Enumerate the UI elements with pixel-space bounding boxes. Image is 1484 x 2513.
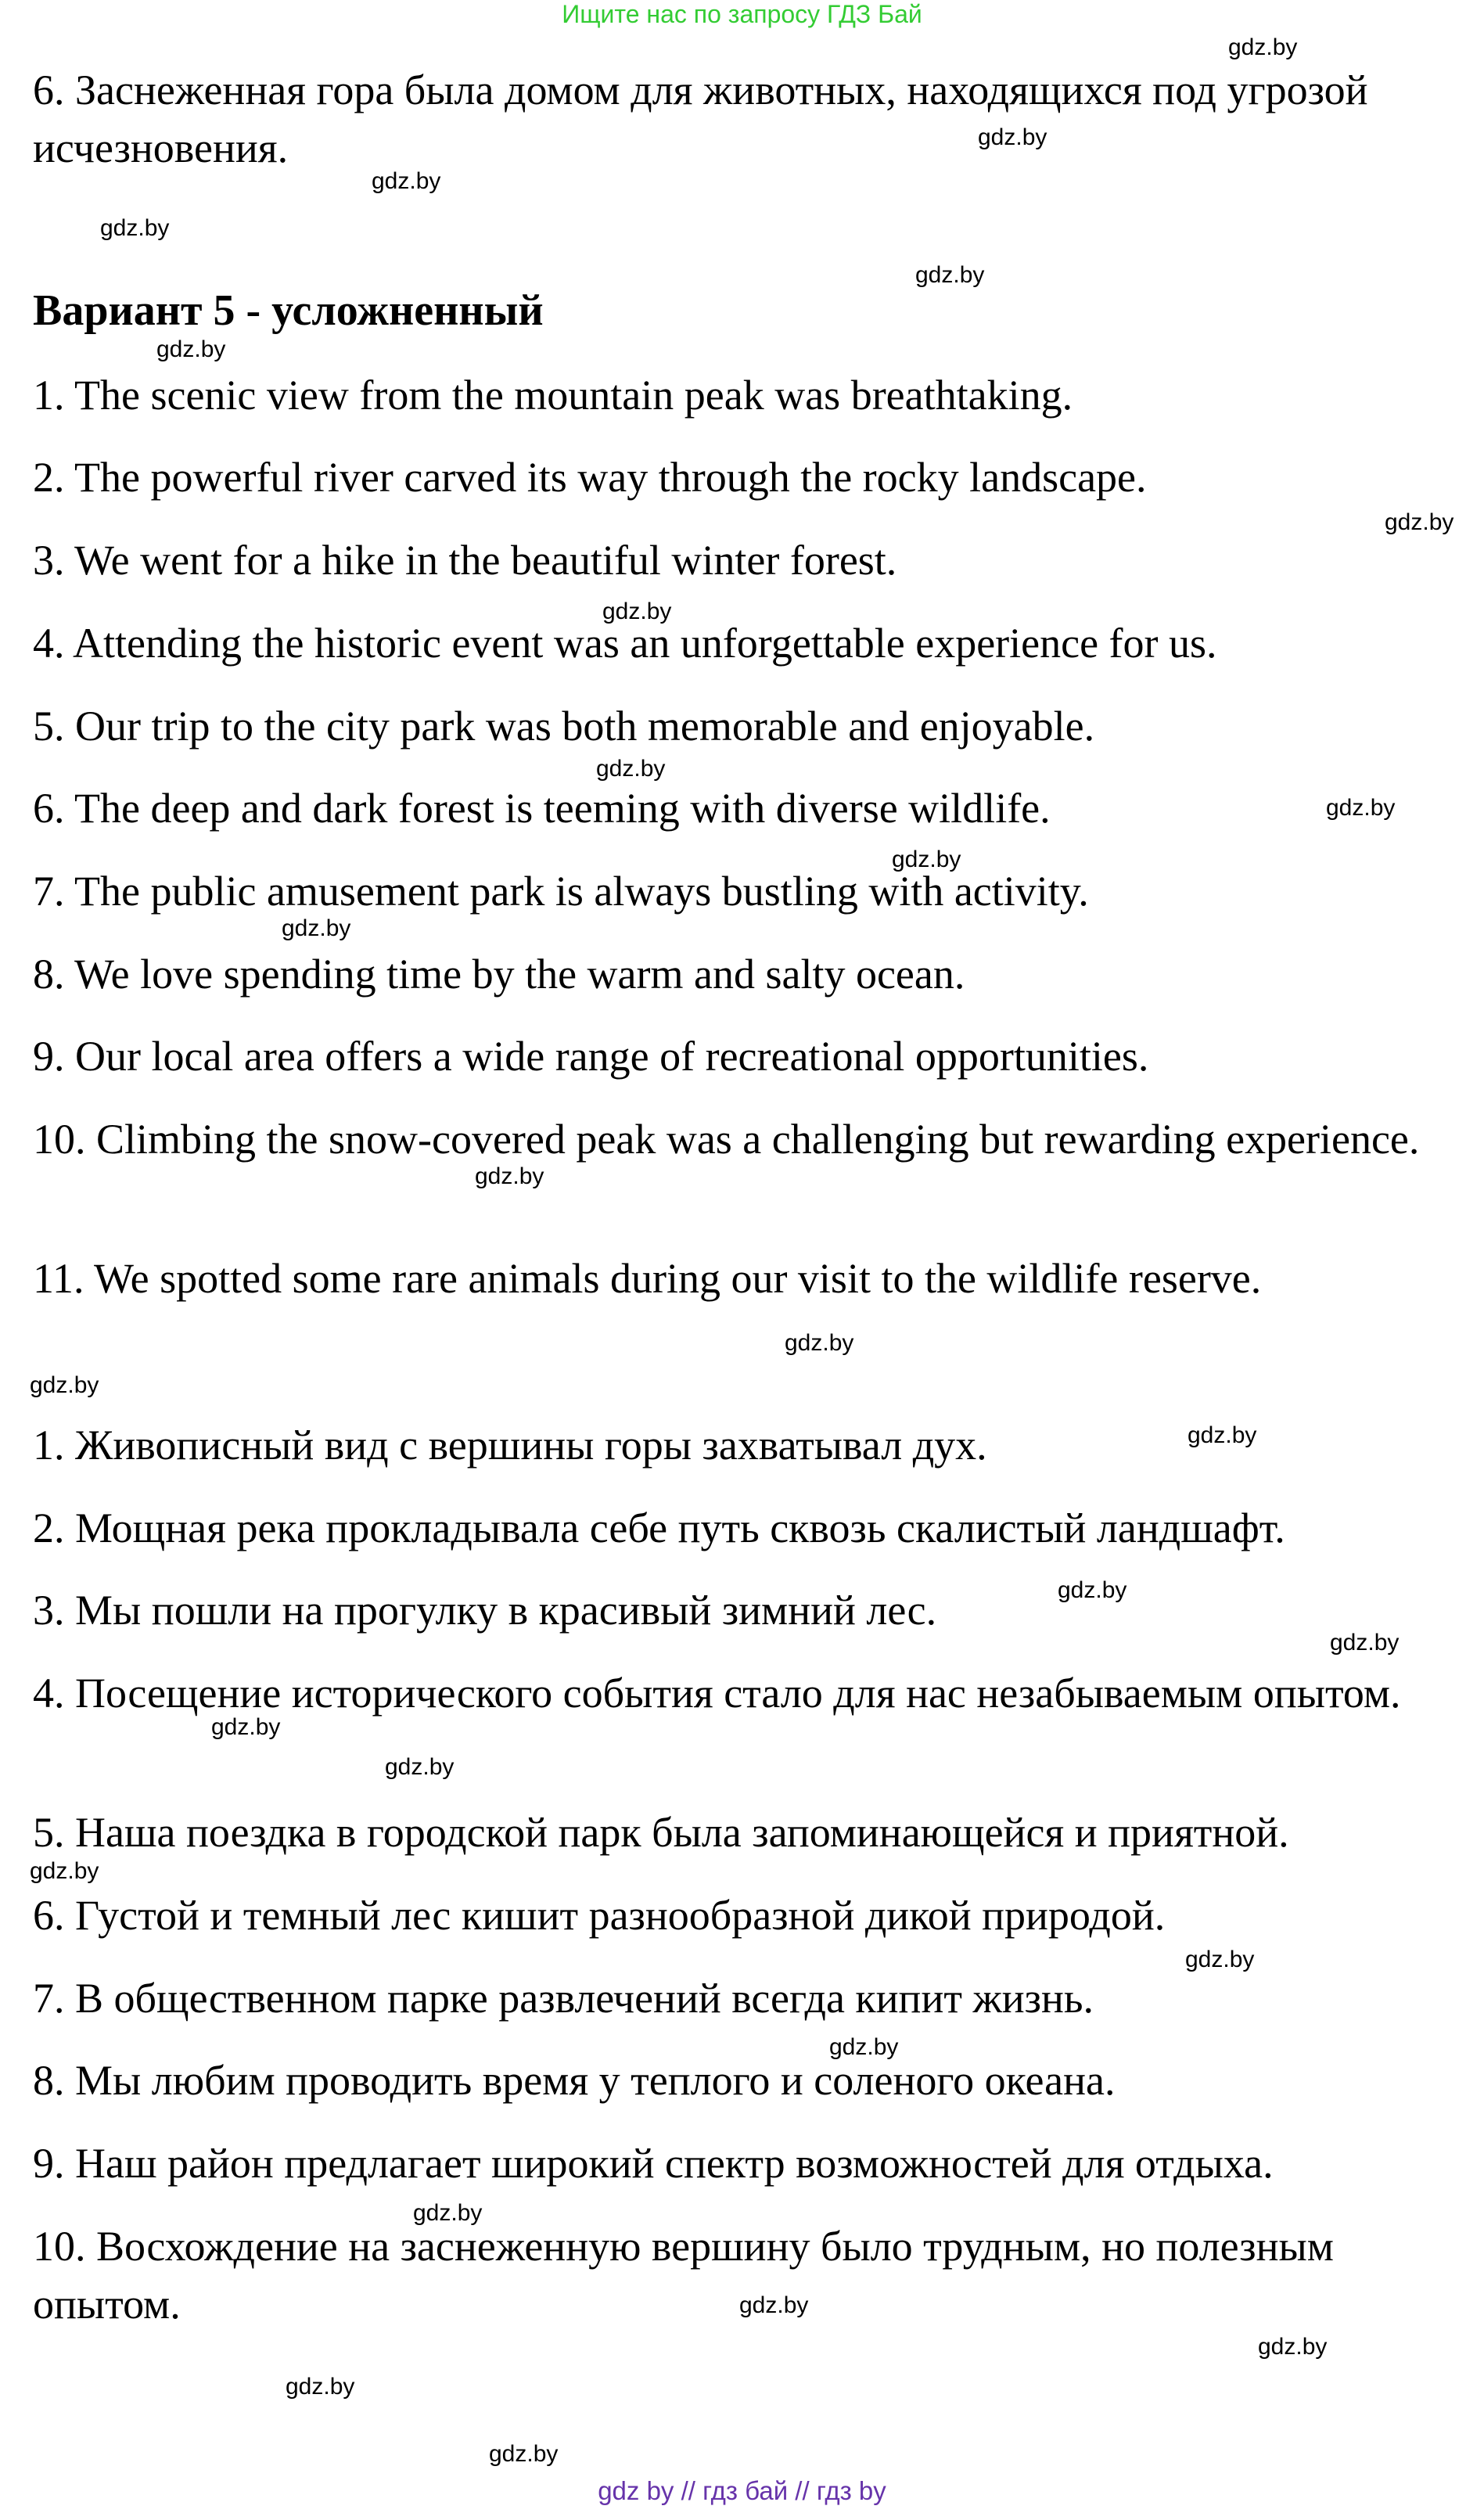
- english-sentence-6: 6. The deep and dark forest is teeming with diverse wildlife.: [33, 785, 1051, 832]
- russian-sentence-1: 1. Живописный вид с вершины горы захватывал дух.: [33, 1422, 987, 1469]
- top-banner[interactable]: Ищите нас по запросу ГДЗ Бай: [562, 0, 922, 28]
- watermark: gdz.by: [286, 2374, 355, 2400]
- watermark: gdz.by: [1326, 795, 1396, 821]
- russian-sentence-10: 10. Восхождение на заснеженную вершину было трудным, но полезным опытом.: [33, 2223, 1334, 2328]
- russian-sentence-5: 5. Наша поездка в городской парк была запоминающейся и приятной.: [33, 1809, 1289, 1856]
- intro-item-6: 6. Заснеженная гора была домом для животных, находящихся под угрозой исчезновения.: [33, 67, 1368, 171]
- watermark: gdz.by: [1058, 1577, 1127, 1603]
- english-sentence-11: 11. We spotted some rare animals during our visit to the wildlife reserve.: [33, 1255, 1262, 1302]
- english-sentence-5: 5. Our trip to the city park was both memorable and enjoyable.: [33, 703, 1095, 750]
- watermark: gdz.by: [739, 2292, 809, 2318]
- russian-sentence-8: 8. Мы любим проводить время у теплого и соленого океана.: [33, 2057, 1116, 2104]
- watermark: gdz.by: [30, 1858, 99, 1884]
- watermark: gdz.by: [915, 262, 985, 288]
- russian-sentence-2: 2. Мощная река прокладывала себе путь сквозь скалистый ландшафт.: [33, 1505, 1285, 1551]
- russian-sentence-3: 3. Мы пошли на прогулку в красивый зимний лес.: [33, 1587, 937, 1634]
- variant-5-title: Вариант 5 - усложненный: [33, 286, 544, 335]
- watermark: gdz.by: [596, 756, 666, 782]
- english-sentence-4: 4. Attending the historic event was an unforgettable experience for us.: [33, 620, 1217, 667]
- watermark: gdz.by: [489, 2441, 559, 2467]
- russian-sentence-6: 6. Густой и темный лес кишит разнообразной дикой природой.: [33, 1892, 1166, 1939]
- watermark: gdz.by: [100, 215, 170, 241]
- english-sentence-8: 8. We love spending time by the warm and salty ocean.: [33, 951, 965, 998]
- watermark: gdz.by: [602, 599, 672, 624]
- watermark: gdz.by: [978, 124, 1047, 150]
- english-sentence-7: 7. The public amusement park is always bustling with activity.: [33, 868, 1089, 915]
- english-sentence-3: 3. We went for a hike in the beautiful winter forest.: [33, 537, 897, 584]
- english-sentence-10: 10. Climbing the snow-covered peak was a challenging but rewarding experience.: [33, 1116, 1420, 1163]
- english-sentence-9: 9. Our local area offers a wide range of recreational opportunities.: [33, 1033, 1149, 1080]
- watermark: gdz.by: [1385, 509, 1454, 535]
- watermark: gdz.by: [413, 2200, 483, 2226]
- russian-sentence-7: 7. В общественном парке развлечений всегда кипит жизнь.: [33, 1975, 1094, 2022]
- russian-sentence-4: 4. Посещение исторического события стало для нас незабываемым опытом.: [33, 1670, 1401, 1717]
- watermark: gdz.by: [282, 915, 351, 941]
- watermark: gdz.by: [1188, 1422, 1257, 1448]
- watermark: gdz.by: [829, 2034, 899, 2060]
- watermark: gdz.by: [892, 847, 961, 872]
- watermark: gdz.by: [785, 1330, 854, 1356]
- watermark: gdz.by: [372, 168, 441, 194]
- watermark: gdz.by: [156, 336, 226, 362]
- footer-links[interactable]: gdz by // гдз бай // гдз by: [598, 2476, 886, 2505]
- watermark: gdz.by: [475, 1163, 544, 1189]
- english-sentence-1: 1. The scenic view from the mountain peak was breathtaking.: [33, 372, 1073, 419]
- english-sentence-2: 2. The powerful river carved its way through the rocky landscape.: [33, 454, 1147, 501]
- watermark: gdz.by: [211, 1714, 281, 1740]
- watermark: gdz.by: [385, 1754, 455, 1780]
- watermark: gdz.by: [1185, 1947, 1255, 1972]
- watermark: gdz.by: [1330, 1630, 1400, 1656]
- watermark: gdz.by: [1258, 2334, 1328, 2360]
- watermark: gdz.by: [30, 1372, 99, 1398]
- watermark: gdz.by: [1228, 34, 1298, 60]
- russian-sentence-9: 9. Наш район предлагает широкий спектр возможностей для отдыха.: [33, 2140, 1274, 2187]
